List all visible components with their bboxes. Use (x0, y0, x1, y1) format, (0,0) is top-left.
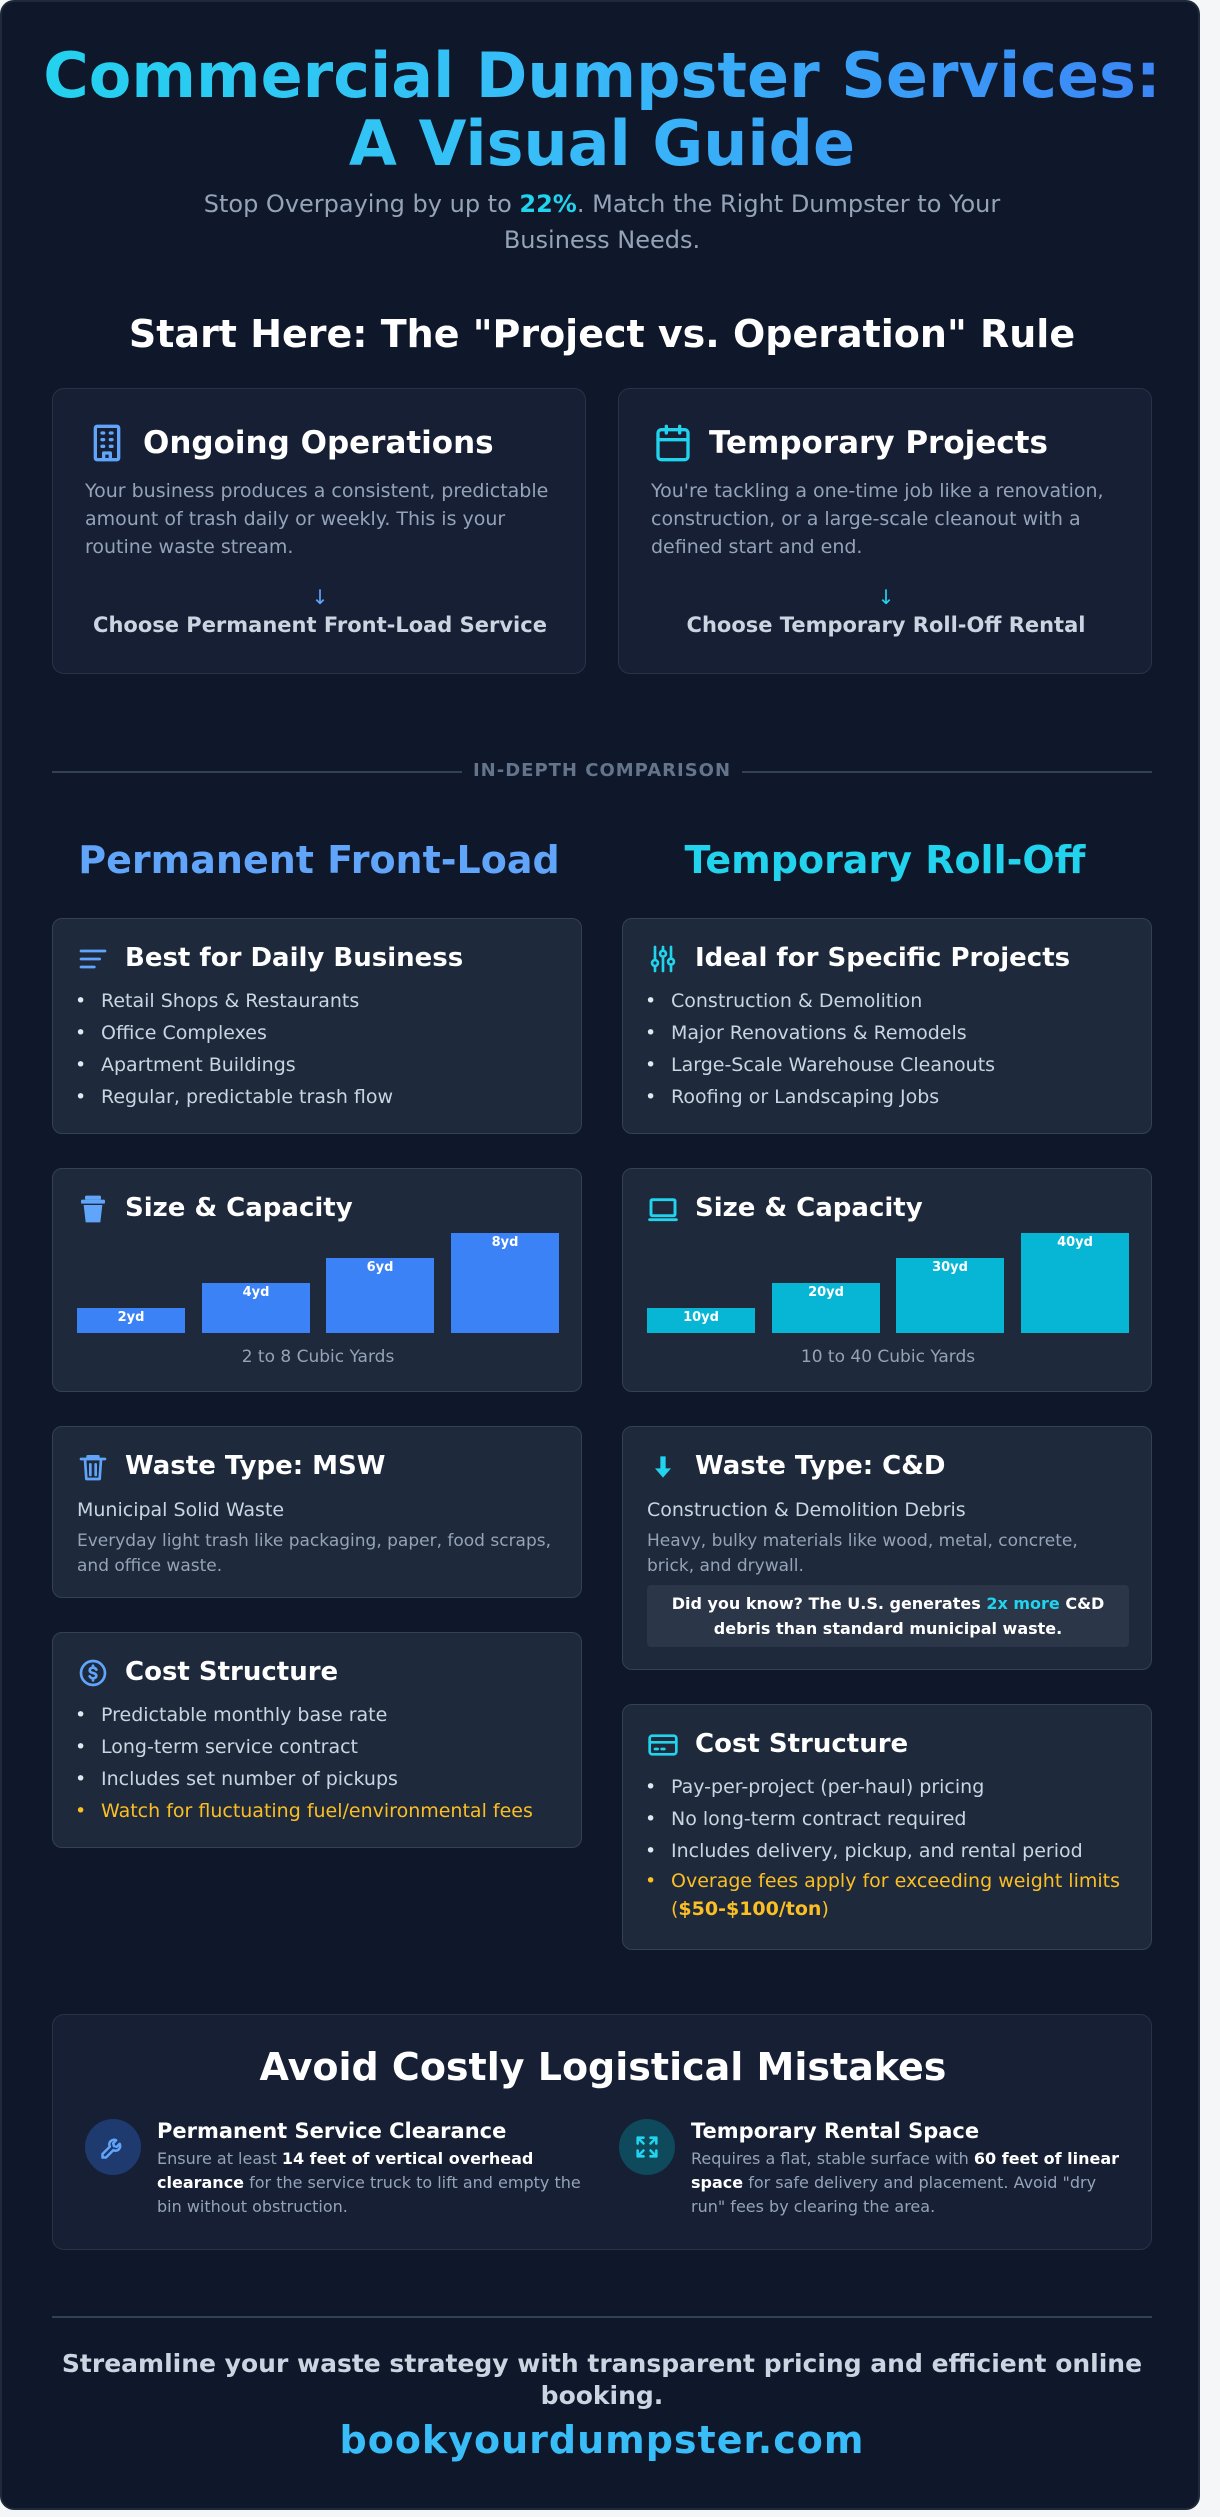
tip-title: Temporary Rental Space (691, 2119, 980, 2143)
warning-text-end: ) (821, 1898, 829, 1920)
waste-subtitle: Construction & Demolition Debris (647, 1499, 966, 1521)
chart-bar-label: 40yd (1057, 1235, 1093, 1250)
waste-subtitle: Municipal Solid Waste (77, 1499, 285, 1521)
permanent-best-for-card (52, 918, 582, 1134)
list-icon (77, 943, 109, 975)
card-title: Size & Capacity (125, 1193, 353, 1223)
dumpster-icon (77, 1193, 109, 1225)
footer-tagline: Streamline your waste strategy with transparent pricing and efficient online booking. (61, 2349, 1143, 2410)
warning-text: Overage fees apply for exceeding weight limits ( (671, 1870, 1120, 1920)
card-title: Size & Capacity (695, 1193, 923, 1223)
chart-bar-label: 4yd (242, 1285, 270, 1300)
tip-description (157, 2147, 587, 2219)
list-item: • Roofing or Landscaping Jobs (671, 1081, 995, 1113)
list-item: • Includes set number of pickups (101, 1763, 533, 1795)
calendar-icon (653, 423, 693, 463)
down-arrow-icon: ↓ (311, 585, 329, 609)
card-icon (647, 1729, 679, 1761)
card-description: You're tackling a one-time job like a renovation, construction, or a large-scale cleanout with a defined start and end. (651, 480, 1104, 558)
warning-amount: $50-$100/ton (678, 1898, 822, 1920)
capacity-bar-chart (77, 1233, 559, 1333)
list-item: • No long-term contract required (671, 1803, 1131, 1835)
chart-bar-label: 6yd (366, 1260, 394, 1275)
list-item: • Apartment Buildings (101, 1049, 393, 1081)
container-icon (647, 1193, 679, 1225)
card-title: Best for Daily Business (125, 943, 464, 973)
card-title: Waste Type: MSW (125, 1451, 386, 1481)
down-arrow-icon: ↓ (877, 585, 895, 609)
list-item: • Includes delivery, pickup, and rental period (671, 1835, 1131, 1867)
tip-text-end: for safe delivery and placement. Avoid "dry run" fees by clearing the area. (691, 2173, 1097, 2216)
tip-text: Requires a flat, stable surface with (691, 2149, 974, 2168)
temporary-size-card (622, 1168, 1152, 1392)
capacity-bar-chart (647, 1233, 1129, 1333)
cost-list (101, 1699, 533, 1827)
temporary-projects-card (618, 388, 1152, 674)
tip-text: Ensure at least (157, 2149, 282, 2168)
card-title: Ideal for Specific Projects (695, 943, 1071, 973)
title-line-1: Commercial Dumpster Services: (43, 39, 1161, 112)
ideal-for-list (671, 985, 995, 1113)
permanent-cost-card (52, 1632, 582, 1848)
fact-highlight: 2x more (986, 1594, 1060, 1613)
list-item: • Construction & Demolition (671, 985, 995, 1017)
warning-item (671, 1867, 1131, 1923)
fact-callout (647, 1585, 1129, 1647)
warning-item: • Watch for fluctuating fuel/environmental fees (101, 1795, 533, 1827)
coin-icon (77, 1657, 109, 1689)
list-item: • Retail Shops & Restaurants (101, 985, 393, 1017)
chart-bar-label: 2yd (117, 1310, 145, 1325)
temporary-cost-card (622, 1704, 1152, 1950)
card-title: Cost Structure (125, 1657, 339, 1687)
chart-caption: 2 to 8 Cubic Yards (241, 1347, 395, 1367)
page-title (2, 39, 1200, 180)
expand-icon (633, 2133, 661, 2161)
temporary-ideal-for-card (622, 918, 1152, 1134)
permanent-size-card (52, 1168, 582, 1392)
wrench-icon (99, 2133, 127, 2161)
tip-text-end: for the service truck to lift and empty the bin without obstruction. (157, 2173, 581, 2216)
temporary-waste-type-card (622, 1426, 1152, 1670)
tip-emphasis: 60 feet of linear space (691, 2149, 1120, 2192)
card-title: Ongoing Operations (143, 425, 494, 461)
card-recommendation: Choose Temporary Roll-Off Rental (686, 613, 1086, 637)
chart-bar-label: 8yd (491, 1235, 519, 1250)
tip-description (691, 2147, 1121, 2219)
website-link[interactable]: bookyourdumpster.com (339, 2418, 865, 2462)
icon-circle (619, 2119, 675, 2175)
permanent-column-title: Permanent Front-Load (78, 838, 560, 882)
comparison-divider-label: IN-DEPTH COMPARISON (472, 760, 732, 781)
list-item: • Long-term service contract (101, 1731, 533, 1763)
best-for-list (101, 985, 393, 1113)
list-item: • Major Renovations & Remodels (671, 1017, 995, 1049)
footer-divider (52, 2316, 1152, 2318)
card-description: Your business produces a consistent, predictable amount of trash daily or weekly. This is your routine waste stream. (85, 480, 549, 558)
title-line-2: A Visual Guide (348, 107, 856, 180)
sliders-icon (647, 943, 679, 975)
page-subtitle (182, 186, 1022, 258)
waste-description: Heavy, bulky materials like wood, metal, concrete, brick, and drywall. (647, 1531, 1078, 1576)
list-item: • Pay-per-project (per-haul) pricing (671, 1771, 1131, 1803)
logistical-mistakes-panel (52, 2014, 1152, 2250)
fact-text-end: C&D debris than standard municipal waste. (713, 1594, 1105, 1638)
temporary-column-title: Temporary Roll-Off (684, 838, 1086, 882)
list-item: • Predictable monthly base rate (101, 1699, 533, 1731)
subtitle-highlight: 22% (519, 190, 577, 218)
subtitle-text: Stop Overpaying by up to (203, 190, 520, 218)
chart-bar-label: 20yd (808, 1285, 844, 1300)
building-icon (87, 423, 127, 463)
chart-bar-label: 30yd (932, 1260, 968, 1275)
ongoing-operations-card (52, 388, 586, 674)
list-item: • Large-Scale Warehouse Cleanouts (671, 1049, 995, 1081)
panel-title: Avoid Costly Logistical Mistakes (259, 2045, 947, 2089)
card-title: Waste Type: C&D (695, 1451, 946, 1481)
card-title: Cost Structure (695, 1729, 909, 1759)
cost-list (671, 1771, 1131, 1923)
list-item: • Regular, predictable trash flow (101, 1081, 393, 1113)
trash-icon (77, 1451, 109, 1483)
tip-emphasis: 14 feet of vertical overhead clearance (157, 2149, 534, 2192)
tip-title: Permanent Service Clearance (157, 2119, 507, 2143)
subtitle-text-end: . Match the Right Dumpster to Your Business Needs. (503, 190, 1001, 254)
fact-text: Did you know? The U.S. generates (671, 1594, 987, 1613)
rule-heading: Start Here: The "Project vs. Operation" Rule (128, 312, 1076, 356)
chart-bar-label: 10yd (683, 1310, 719, 1325)
card-title: Temporary Projects (709, 425, 1048, 461)
down-arrow-icon (647, 1451, 679, 1483)
icon-circle (85, 2119, 141, 2175)
list-item: • Office Complexes (101, 1017, 393, 1049)
permanent-waste-type-card (52, 1426, 582, 1598)
chart-caption: 10 to 40 Cubic Yards (800, 1347, 976, 1367)
card-recommendation: Choose Permanent Front-Load Service (93, 613, 547, 637)
waste-description: Everyday light trash like packaging, paper, food scraps, and office waste. (77, 1531, 552, 1576)
